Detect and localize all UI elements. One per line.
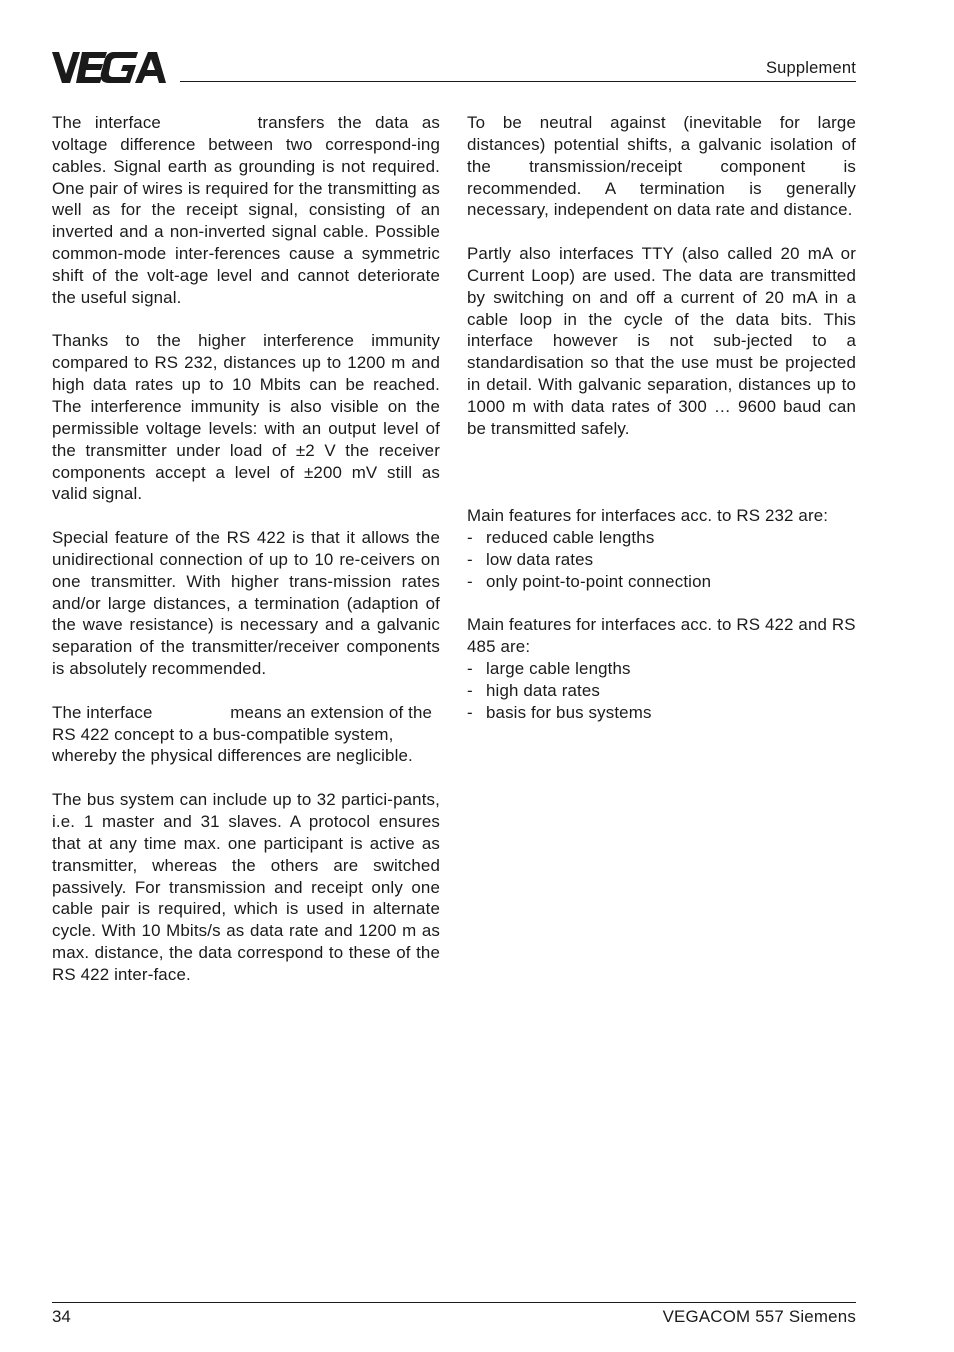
vega-logo xyxy=(52,52,170,89)
right-column xyxy=(467,112,856,745)
list-item: - large cable lengths xyxy=(467,658,856,680)
paragraph-rs422-intro xyxy=(52,112,440,309)
list-item: - low data rates xyxy=(467,549,856,571)
paragraph-text: means an extension of the RS 422 concept to a bus-compatible system, whereby the physical differences are neglicible. xyxy=(52,702,433,766)
paragraph-text: The interface xyxy=(52,702,153,722)
header-rule xyxy=(180,81,856,82)
rs232-features-intro: Main features for interfaces acc. to RS 232 are: xyxy=(467,506,829,526)
rs422-features-intro: Main features for interfaces acc. to RS 422 and RS 485 are: xyxy=(467,615,856,657)
list-item: - only point-to-point connection xyxy=(467,571,856,593)
rs232-features-list xyxy=(467,527,856,593)
paragraph-interference: Thanks to the higher interference immunity compared to RS 232, distances up to 1200 m and high data rates up to 10 Mbits can be reached. The interference immunity is also visible on the permissible voltage levels: with an output level of the transmitter under load of ±2 V the receiver components accept a level of ±200 mV still as valid signal. xyxy=(52,331,440,504)
rs422-features-list xyxy=(467,658,856,724)
paragraph-text: transfers the data as voltage difference between two correspond-ing cables. Signal earth as grounding is not required. One pair of wires is required for the transmitting as well as for the receipt signal, consisting of an inverted and a non-inverted signal cable. Possible common-mode inter-ferences cause a symmetric shift of the volt-age level and cannot deteriorate the useful signal. xyxy=(52,113,441,307)
section-label: Supplement xyxy=(765,59,856,77)
spacer xyxy=(467,462,856,506)
vega-logo-mark xyxy=(52,52,170,84)
document-title: VEGACOM 557 Siemens xyxy=(662,1307,856,1326)
paragraph-special-feature: Special feature of the RS 422 is that it allows the unidirectional connection of up to 10 re-ceivers on one transmitter. With higher trans-mission rates and/or large distances, a termination (adaption of the wave resistance) is necessary and a galvanic separation of the transmitter/receiver components is absolutely recommended. xyxy=(52,528,440,679)
footer-rule xyxy=(52,1302,856,1303)
left-column xyxy=(52,112,440,1008)
paragraph-isolation: To be neutral against (inevitable for large distances) potential shifts, a galvanic isolation of the transmission/receipt component is recommended. A termination is generally necessary, independent on data rate and distance. xyxy=(467,113,856,220)
paragraph-rs485-intro xyxy=(52,702,440,768)
paragraph-tty: Partly also interfaces TTY (also called 20 mA or Current Loop) are used. The data are transmitted by switching on and off a current of 20 mA in a cable loop in the cycle of the data bits. This interface however is not sub-jected to a standardisation so that the use must be projected in detail. With galvanic separation, distances up to 1000 m with data rates of 300 … 9600 baud can be transmitted safely. xyxy=(467,244,856,438)
list-item: - reduced cable lengths xyxy=(467,527,856,549)
list-item: - basis for bus systems xyxy=(467,702,856,724)
page-number: 34 xyxy=(52,1307,71,1326)
paragraph-bus-system: The bus system can include up to 32 partici-pants, i.e. 1 master and 31 slaves. A protocol ensures that at any time max. one participant is active as transmitter, whereas the others are switched passively. For transmission and receipt only one cable pair is required, which is used in alternate cycle. With 10 Mbits/s as data rate and 1200 m as max. distance, the data correspond to these of the RS 422 inter-face. xyxy=(52,790,440,984)
paragraph-text: The interface xyxy=(52,113,161,132)
list-item: - high data rates xyxy=(467,680,856,702)
